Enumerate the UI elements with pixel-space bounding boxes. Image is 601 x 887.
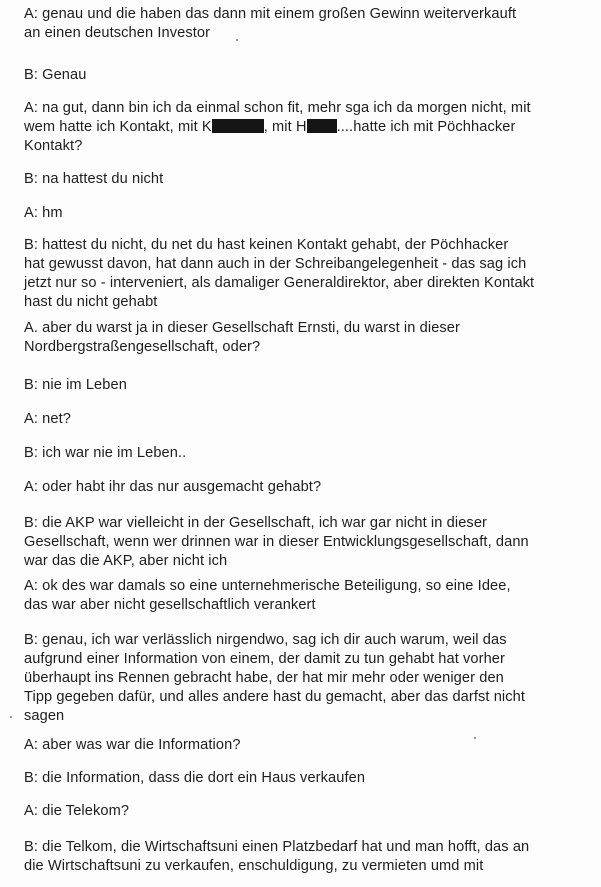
text-line [24, 118, 594, 137]
transcript-paragraph [24, 99, 594, 156]
text-line: A: genau und die haben das dann mit einem großen Gewinn weiterverkauft [24, 6, 517, 22]
text-segment: ....hatte ich mit Pöchhacker [336, 119, 516, 135]
text-line: das war aber nicht gesellschaftlich verankert [24, 597, 316, 613]
transcript-paragraph [24, 514, 594, 571]
transcript-paragraph [24, 376, 594, 395]
transcript-paragraph [24, 66, 594, 85]
transcript-paragraph [24, 444, 594, 463]
transcript-paragraph [24, 236, 594, 312]
text-line: aufgrund einer Information von einem, der damit zu tun gehabt hat vorher [24, 651, 505, 667]
text-segment: , mit H [263, 119, 307, 135]
transcript-paragraph [24, 170, 594, 189]
transcript-paragraph [24, 736, 594, 755]
transcript-paragraph [24, 838, 594, 876]
text-line: B: hattest du nicht, du net du hast keinen Kontakt gehabt, der Pöchhacker [24, 237, 509, 253]
transcript-paragraph [24, 478, 594, 497]
transcript-paragraph [24, 410, 594, 429]
text-line: überhaupt ins Rennen gebracht habe, der hat mir mehr oder weniger den [24, 670, 504, 686]
transcript-paragraph [24, 204, 594, 223]
transcript-paragraph [24, 631, 594, 726]
text-line: B: die AKP war vielleicht in der Gesellschaft, ich war gar nicht in dieser [24, 515, 487, 531]
text-segment: wem hatte ich Kontakt, mit K [24, 119, 212, 135]
text-line: A: oder habt ihr das nur ausgemacht gehabt? [24, 479, 322, 495]
text-line: B: ich war nie im Leben.. [24, 445, 187, 461]
redaction-bar [307, 119, 337, 133]
text-line: A: die Telekom? [24, 803, 130, 819]
text-line: A: ok des war damals so eine unternehmerische Beteiligung, so eine Idee, [24, 578, 511, 594]
text-line: die Wirtschaftsuni zu verkaufen, enschuldigung, zu vermieten umd mit [24, 858, 484, 874]
text-line: war das die AKP, aber nicht ich [24, 553, 228, 569]
transcript-paragraph [24, 319, 594, 357]
scan-speck [10, 716, 12, 718]
text-line: Nordbergstraßengesellschaft, oder? [24, 339, 261, 355]
text-line: B: Genau [24, 67, 87, 83]
text-line: an einen deutschen Investor [24, 25, 211, 41]
text-line: hat gewusst davon, hat dann auch in der Schreibangelegenheit - das sag ich [24, 256, 527, 272]
text-line: B: genau, ich war verlässlich nirgendwo, sag ich dir auch warum, weil das [24, 632, 507, 648]
text-line: Gesellschaft, wenn wer drinnen war in dieser Entwicklungsgesellschaft, dann [24, 534, 529, 550]
text-line: jetzt nur so - interveniert, als damaliger Generaldirektor, aber direkten Kontakt [24, 275, 535, 291]
text-line: A: aber was war die Information? [24, 737, 241, 753]
text-line: A: na gut, dann bin ich da einmal schon fit, mehr sga ich da morgen nicht, mit [24, 100, 531, 116]
scan-speck [474, 737, 476, 739]
transcript-paragraph [24, 577, 594, 615]
text-line: A: hm [24, 205, 63, 221]
text-line: B: die Information, dass die dort ein Haus verkaufen [24, 770, 366, 786]
transcript-paragraph [24, 769, 594, 788]
text-line: Kontakt? [24, 138, 83, 154]
text-line: B: nie im Leben [24, 377, 127, 393]
redaction-bar [212, 119, 264, 133]
text-line: hast du nicht gehabt [24, 294, 158, 310]
text-line: A. aber du warst ja in dieser Gesellschaft Ernsti, du warst in dieser [24, 320, 460, 336]
text-line: Tipp gegeben dafür, und alles andere hast du gemacht, aber das darfst nicht [24, 689, 526, 705]
text-line: sagen [24, 708, 65, 724]
text-line: A: net? [24, 411, 71, 427]
transcript-paragraph [24, 5, 594, 43]
text-line: B: na hattest du nicht [24, 171, 164, 187]
scan-speck [236, 39, 238, 41]
transcript-paragraph [24, 802, 594, 821]
text-line: B: die Telkom, die Wirtschaftsuni einen Platzbedarf hat und man hofft, das an [24, 839, 530, 855]
